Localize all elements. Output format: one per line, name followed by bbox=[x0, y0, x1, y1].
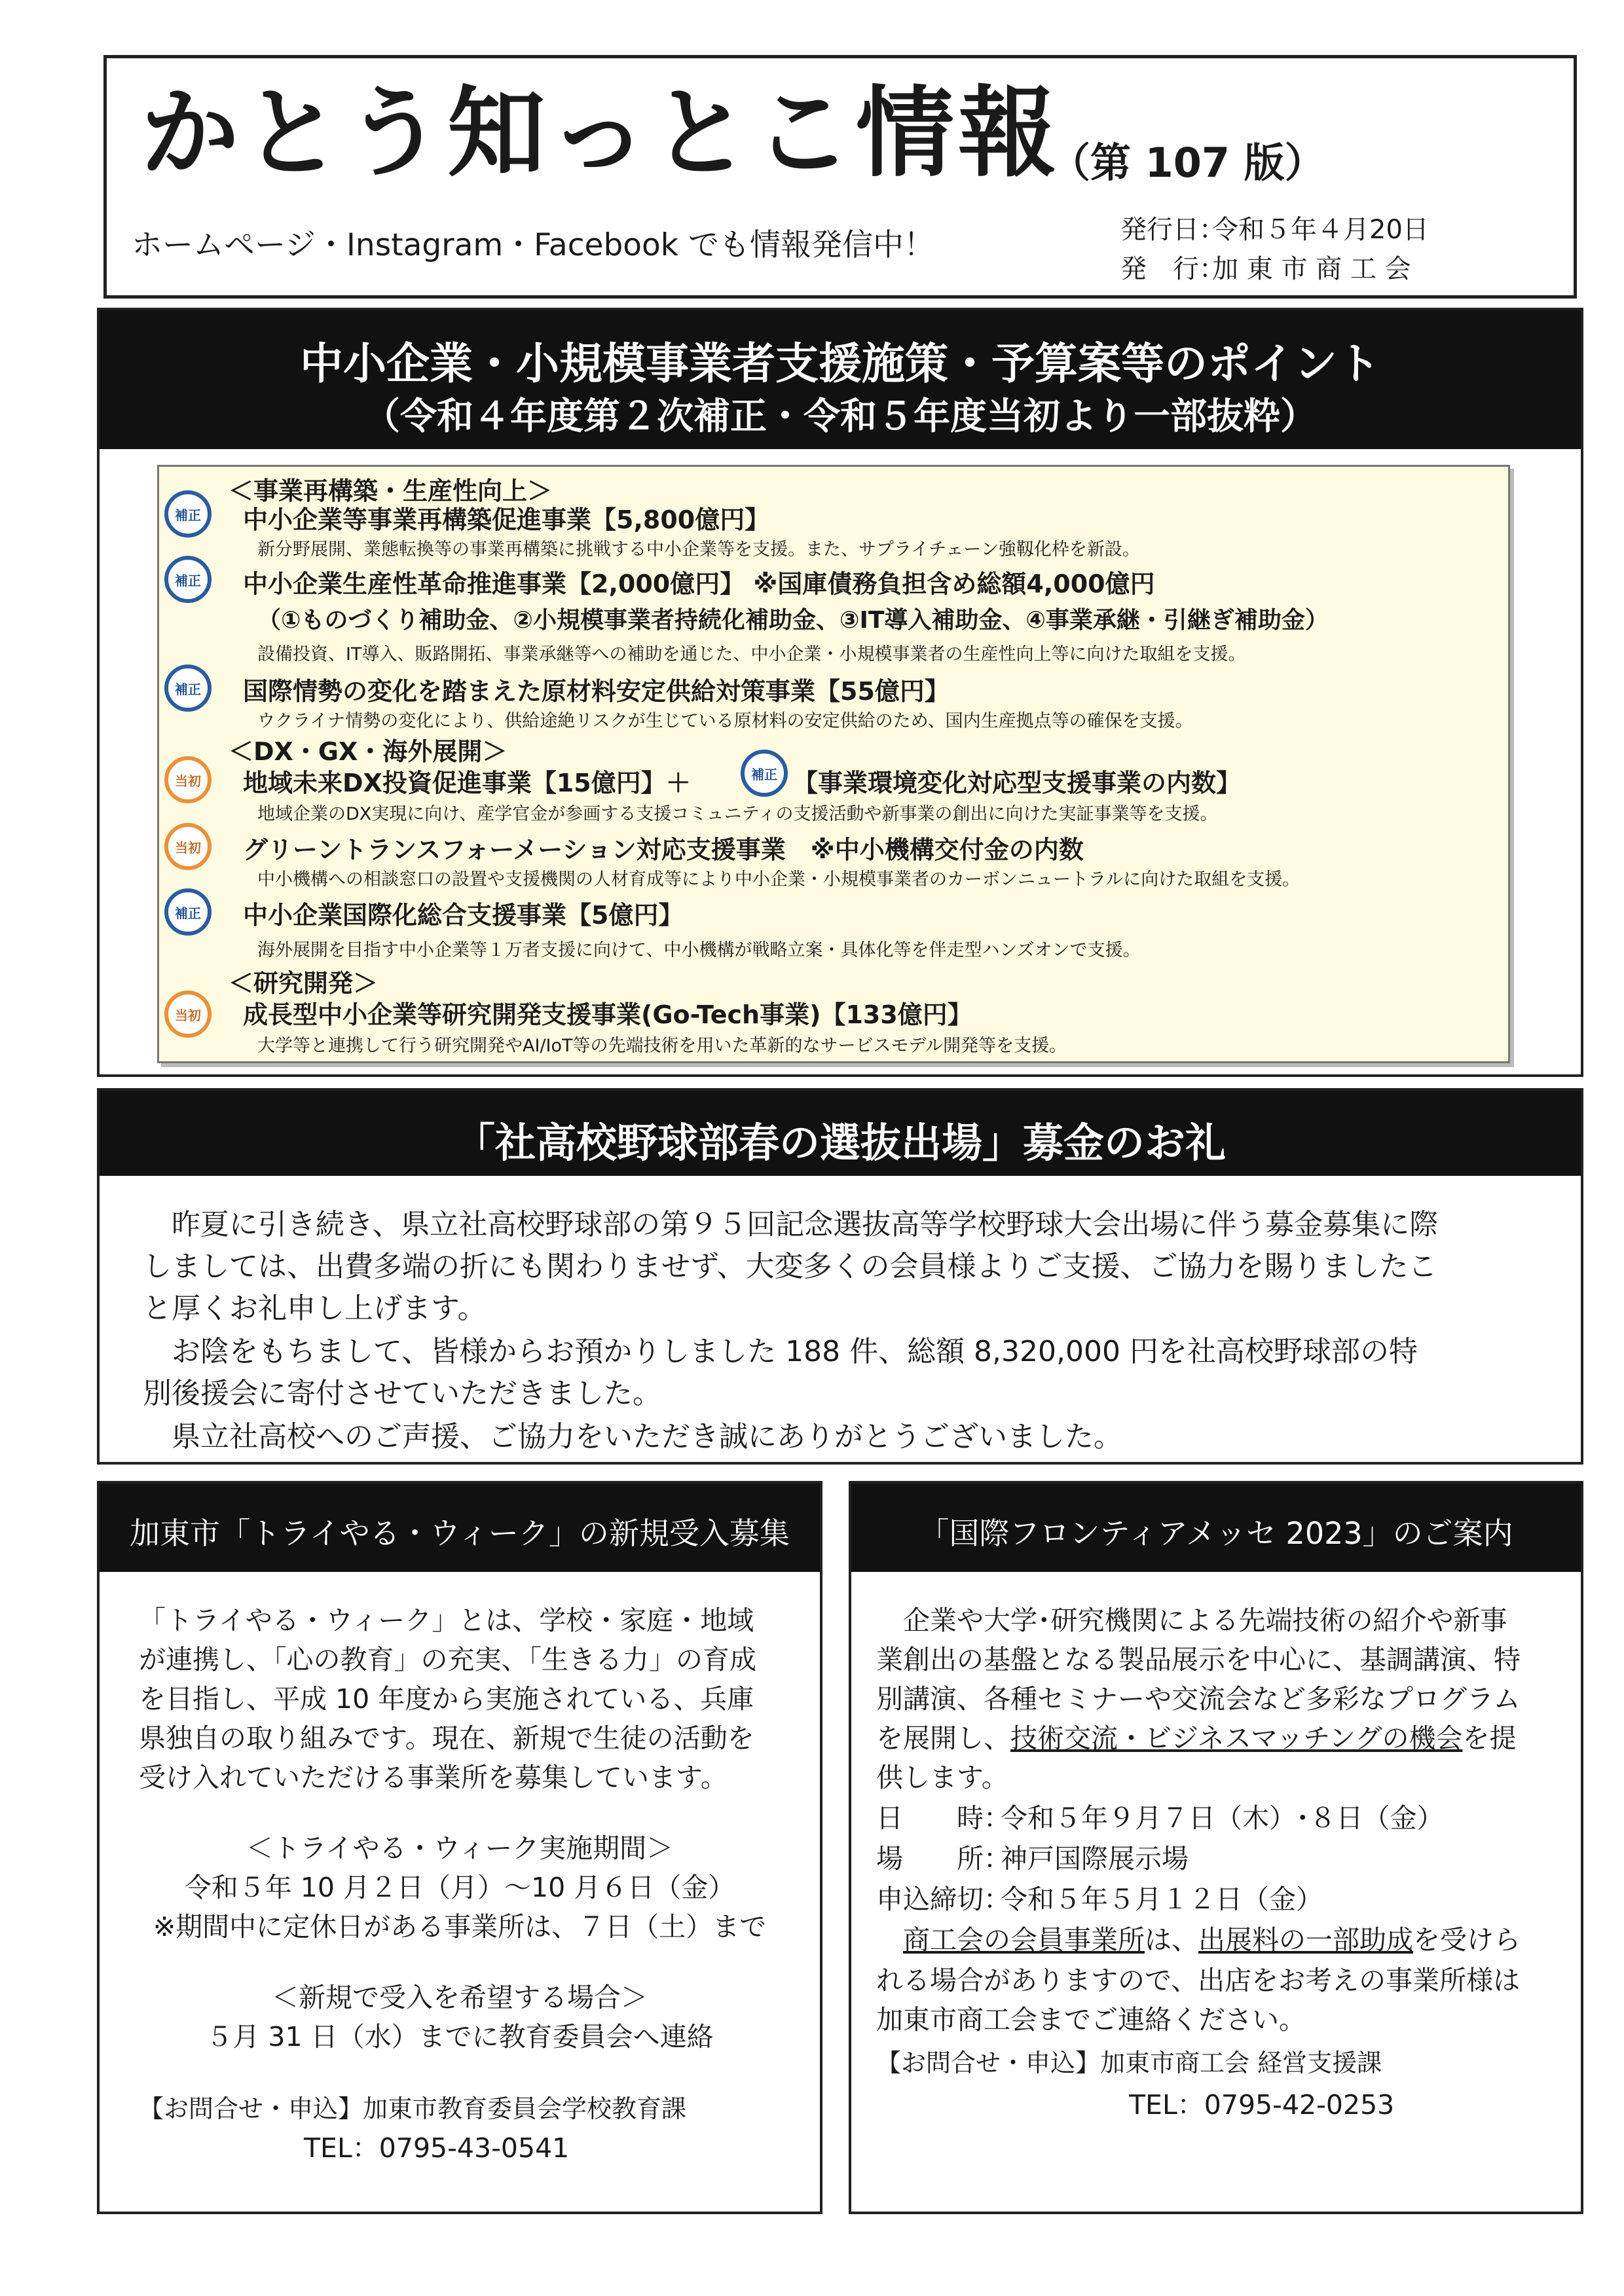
policy-item-desc: 中小機構への相談窓口の設置や支援機関の人材育成等により中小企業・小規模事業者のカーボンニュートラルに向けた取組を支援。 bbox=[257, 869, 1301, 890]
newsletter-title: かとう知っとこ情報 bbox=[141, 77, 1061, 191]
messe-text-line: 企業や大学･研究機関による先端技術の紹介や新事 bbox=[876, 1605, 1507, 1636]
messe-text-line: 業創出の基盤となる製品展示を中心に、基調講演、特 bbox=[876, 1644, 1521, 1675]
donation-text-line: と厚くお礼申し上げます。 bbox=[143, 1292, 487, 1325]
messe-deadline: 令和５年５月１２日（金） bbox=[1001, 1884, 1323, 1915]
publish-date-row bbox=[1120, 209, 1429, 246]
messe-text-line bbox=[876, 1717, 1516, 1755]
messe-place: 神戸国際展示場 bbox=[1001, 1843, 1189, 1874]
messe-date: 令和５年９月７日（木）･８日（金） bbox=[1001, 1802, 1444, 1834]
policy-section bbox=[97, 308, 1583, 1077]
edition-number: （第 107 版） bbox=[1050, 139, 1325, 187]
policy-item-desc: ウクライナ情勢の変化により、供給途絶リスクが生じている原材料の安定供給のため、国内生産拠点等の確保を支援。 bbox=[257, 711, 1193, 731]
hosei-badge-icon: 補正 bbox=[164, 490, 212, 538]
hosei-badge-icon: 補正 bbox=[164, 665, 212, 712]
messe-text-part: を展開し、 bbox=[876, 1722, 1010, 1754]
tryyaru-text-line: を目指し、平成 10 年度から実施されている、兵庫 bbox=[139, 1683, 754, 1715]
frontier-messe-title: 「国際フロンティアメッセ 2023」のご案内 bbox=[919, 1516, 1513, 1551]
sns-tagline: ホームページ・Instagram・Facebook でも情報発信中！ bbox=[132, 227, 934, 263]
tryyaru-week-title: 加東市「トライやる・ウィーク」の新規受入募集 bbox=[130, 1516, 790, 1551]
publisher-label: 発 行： bbox=[1120, 254, 1225, 284]
messe-contact: 【お問合せ・申込】加東市商工会 経営支援課 bbox=[876, 2049, 1382, 2077]
policy-item-subsidies: （①ものづくり補助金、②小規模事業者持続化補助金、③IT導入補助金、④事業承継・引継ぎ補助金） bbox=[257, 607, 1329, 634]
tryyaru-text-line: 「トライやる・ウィーク」とは、学校・家庭・地域 bbox=[139, 1605, 754, 1636]
messe-text-line: 供します。 bbox=[876, 1762, 1008, 1793]
tryyaru-tel: TEL：0795-43-0541 bbox=[304, 2132, 570, 2164]
messe-date-label: 日 時： bbox=[876, 1802, 1010, 1834]
newsletter-header bbox=[103, 55, 1577, 299]
policy-item-desc: 地域企業のDX実現に向け、産学官金が参画する支援コミュニティの支援活動や新事業の創出に向けた実証事業等を支援。 bbox=[257, 804, 1218, 824]
messe-text-part: を受けら bbox=[1413, 1924, 1521, 1956]
publish-date-label: 発行日： bbox=[1120, 215, 1225, 245]
policy-item-desc: 新分野展開、業態転換等の事業再構築に挑戦する中小企業等を支援。また、サプライチェーン強靱化枠を新設。 bbox=[257, 539, 1140, 560]
tosho-badge-icon: 当初 bbox=[164, 756, 212, 803]
tosho-badge-icon: 当初 bbox=[164, 991, 212, 1038]
publisher-name: 加 東 市 商 工 会 bbox=[1212, 254, 1411, 284]
category-restructuring: ＜事業再構築・生産性向上＞ bbox=[229, 477, 553, 505]
policy-item-desc: 設備投資、IT導入、販路開拓、事業承継等への補助を通じた、中小企業・小規模事業者の生産性向上等に向けた取組を支援。 bbox=[257, 644, 1246, 665]
messe-note-line bbox=[876, 1918, 1521, 1957]
tryyaru-week-section bbox=[97, 1481, 822, 2214]
donation-section bbox=[97, 1088, 1583, 1465]
messe-note-line: れる場合がありますので、出店をお考えの事業所様は bbox=[876, 1965, 1521, 1996]
hosei-badge-icon: 補正 bbox=[741, 750, 788, 797]
tryyaru-apply-label: ＜新規で受入を希望する場合＞ bbox=[272, 1982, 648, 2013]
messe-deadline-label: 申込締切： bbox=[876, 1884, 1010, 1915]
messe-date-row bbox=[876, 1796, 1444, 1835]
category-dx-gx: ＜DX・GX・海外展開＞ bbox=[229, 737, 507, 766]
tryyaru-period-note: ※期間中に定休日がある事業所は、７日（土）まで bbox=[153, 1911, 767, 1942]
messe-text-part: を提 bbox=[1462, 1722, 1517, 1754]
donation-section-title: 「社高校野球部春の選抜出場」募金のお礼 bbox=[454, 1119, 1226, 1167]
tosho-badge-icon: 当初 bbox=[164, 823, 212, 870]
frontier-messe-header bbox=[851, 1484, 1581, 1572]
policy-section-title: 中小企業・小規模事業者支援施策・予算案等のポイント bbox=[300, 338, 1380, 389]
category-research: ＜研究開発＞ bbox=[229, 969, 378, 998]
policy-item-title: 地域未来DX投資促進事業【15億円】＋ bbox=[243, 769, 691, 797]
policy-item-title: 成長型中小企業等研究開発支援事業(Go-Tech事業)【133億円】 bbox=[243, 1000, 972, 1029]
tryyaru-text-line: 県独自の取り組みです。現在、新規で生徒の活動を bbox=[139, 1722, 754, 1754]
policy-item-title-part: 【事業環境変化対応型支援事業の内数】 bbox=[793, 769, 1242, 797]
policy-item-title: 中小企業国際化総合支援事業【5億円】 bbox=[243, 901, 684, 930]
policy-list-box bbox=[157, 465, 1510, 1063]
policy-section-subtitle: （令和４年度第２次補正・令和５年度当初より一部抜粋） bbox=[363, 395, 1317, 438]
tryyaru-week-header bbox=[100, 1484, 820, 1572]
tryyaru-text-line: 受け入れていただける事業所を募集しています。 bbox=[139, 1762, 728, 1793]
publish-date: 令和５年４月20日 bbox=[1212, 215, 1429, 245]
messe-highlight-subsidy: 出展料の一部助成 bbox=[1198, 1924, 1413, 1956]
donation-text-line: 県立社高校へのご声援、ご協力をいただき誠にありがとうございました。 bbox=[143, 1420, 1122, 1453]
policy-item-desc: 大学等と連携して行う研究開発やAI/IoT等の先端技術を用いた革新的なサービスモデル開発等を支援。 bbox=[257, 1036, 1067, 1056]
hosei-badge-icon: 補正 bbox=[164, 556, 212, 603]
donation-text-line: 別後援会に寄付させていただきました。 bbox=[143, 1377, 661, 1410]
publisher-row bbox=[1120, 248, 1411, 285]
messe-tel: TEL：0795-42-0253 bbox=[1129, 2089, 1395, 2121]
messe-place-label: 場 所： bbox=[876, 1843, 1010, 1874]
tryyaru-contact: 【お問合せ・申込】加東市教育委員会学校教育課 bbox=[139, 2094, 687, 2123]
donation-text-line: 昨夏に引き続き、県立社高校野球部の第９５回記念選抜高等学校野球大会出場に伴う募金募集に際 bbox=[143, 1208, 1439, 1241]
messe-text-part: は、 bbox=[1145, 1924, 1198, 1956]
messe-place-row bbox=[876, 1837, 1189, 1876]
frontier-messe-section bbox=[849, 1481, 1583, 2214]
policy-item-title: 中小企業等事業再構築促進事業【5,800億円】 bbox=[243, 505, 770, 534]
policy-section-header bbox=[100, 310, 1581, 449]
tryyaru-text-line: が連携し、「心の教育」の充実、「生きる力」の育成 bbox=[139, 1644, 756, 1675]
messe-note-line: 加東市商工会までご連絡ください。 bbox=[876, 2004, 1306, 2035]
messe-deadline-row bbox=[876, 1878, 1323, 1916]
policy-item-title: グリーントランスフォーメーション対応支援事業 ※中小機構交付金の内数 bbox=[243, 835, 1084, 864]
donation-text-line: しましては、出費多端の折にも関わりませず、大変多くの会員様よりご支援、ご協力を賜りましたこ bbox=[143, 1250, 1437, 1283]
donation-text-line: お陰をもちまして、皆様からお預かりしました 188 件、総額 8,320,000 円を社高校野球部の特 bbox=[143, 1335, 1418, 1368]
donation-section-header bbox=[100, 1091, 1581, 1176]
policy-item-title: 中小企業生産性革命推進事業【2,000億円】 ※国庫債務負担含め総額4,000億円 bbox=[243, 570, 1155, 598]
policy-item-title: 国際情勢の変化を踏まえた原材料安定供給対策事業【55億円】 bbox=[243, 677, 950, 706]
hosei-badge-icon: 補正 bbox=[164, 888, 212, 936]
messe-text-line: 別講演、各種セミナーや交流会など多彩なプログラム bbox=[876, 1683, 1521, 1715]
policy-item-desc: 海外展開を目指す中小企業等１万者支援に向けて、中小機構が戦略立案・具体化等を伴走型ハンズオンで支援。 bbox=[257, 940, 1141, 960]
tryyaru-apply-deadline: ５月 31 日（水）までに教育委員会へ連絡 bbox=[206, 2021, 714, 2052]
messe-highlight-members: 商工会の会員事業所 bbox=[903, 1924, 1145, 1956]
messe-highlight-matching: 技術交流・ビジネスマッチングの機会 bbox=[1010, 1722, 1463, 1754]
tryyaru-period: 令和５年 10 月２日（月）～10 月６日（金） bbox=[184, 1872, 735, 1903]
tryyaru-period-label: ＜トライやる・ウィーク実施期間＞ bbox=[246, 1832, 674, 1864]
